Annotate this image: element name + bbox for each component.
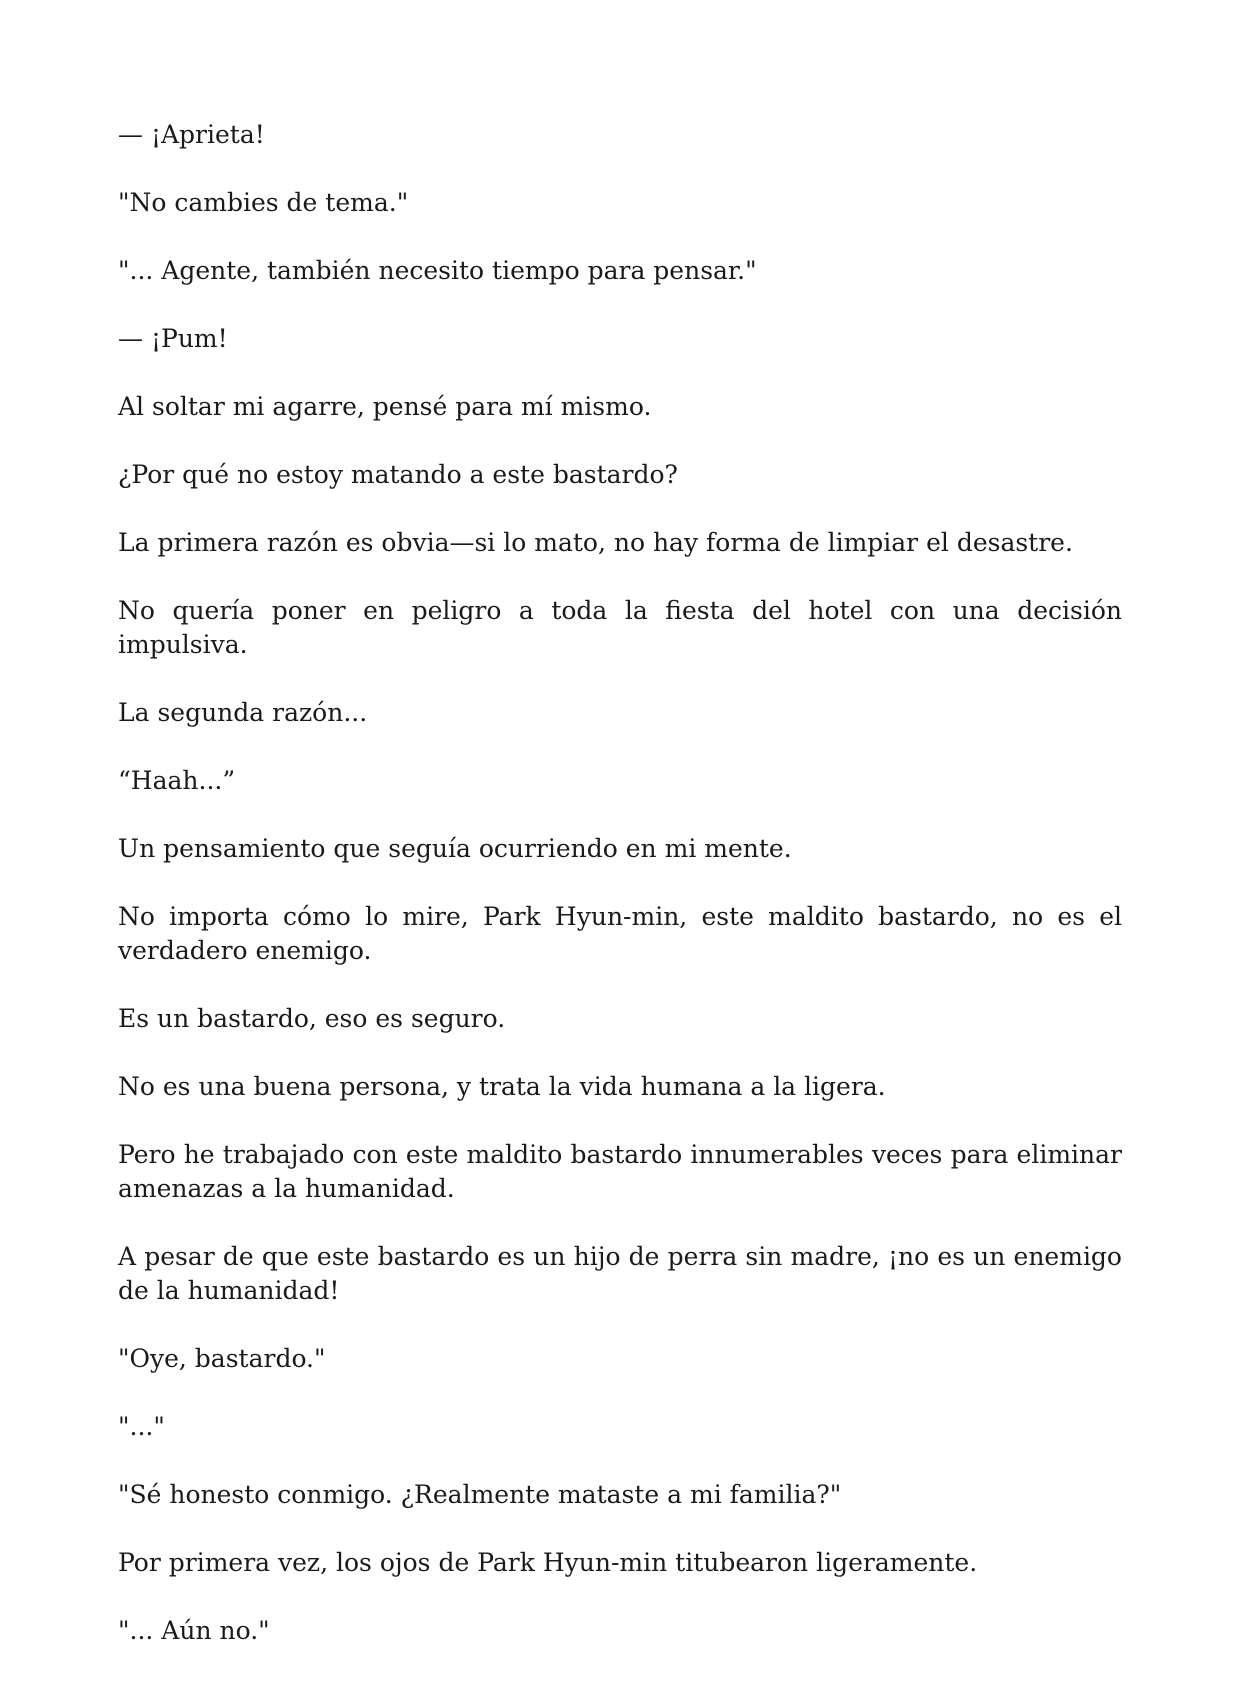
paragraph: A pesar de que este bastardo es un hijo de perra sin madre, ¡no es un enemigo de la humanidad! (118, 1242, 1122, 1305)
paragraph: Por primera vez, los ojos de Park Hyun-min titubearon ligeramente. (118, 1548, 978, 1577)
paragraph: — ¡Pum! (118, 324, 228, 353)
paragraph: "Sé honesto conmigo. ¿Realmente mataste a mi familia?" (118, 1480, 842, 1509)
paragraph: "..." (118, 1412, 165, 1441)
paragraph: Es un bastardo, eso es seguro. (118, 1004, 506, 1033)
paragraph: No quería poner en peligro a toda la fiesta del hotel con una decisión impulsiva. (118, 596, 1122, 659)
paragraph: Pero he trabajado con este maldito bastardo innumerables veces para eliminar amenazas a la humanidad. (118, 1140, 1122, 1203)
paragraph: Al soltar mi agarre, pensé para mí mismo. (118, 392, 652, 421)
paragraph: No es una buena persona, y trata la vida humana a la ligera. (118, 1072, 886, 1101)
paragraph: "No cambies de tema." (118, 188, 409, 217)
paragraph: No importa cómo lo mire, Park Hyun-min, este maldito bastardo, no es el verdadero enemigo. (118, 902, 1122, 965)
paragraph: — ¡Aprieta! (118, 120, 265, 149)
paragraph: La segunda razón... (118, 698, 368, 727)
paragraph: "... Agente, también necesito tiempo para pensar." (118, 256, 757, 285)
paragraph: “Haah...” (118, 766, 236, 795)
document-body (118, 118, 1122, 1682)
paragraph: "... Aún no." (118, 1616, 270, 1645)
paragraph: Un pensamiento que seguía ocurriendo en mi mente. (118, 834, 792, 863)
paragraph: La primera razón es obvia—si lo mato, no hay forma de limpiar el desastre. (118, 528, 1073, 557)
paragraph: "Oye, bastardo." (118, 1344, 326, 1373)
paragraph: ¿Por qué no estoy matando a este bastardo? (118, 460, 678, 489)
